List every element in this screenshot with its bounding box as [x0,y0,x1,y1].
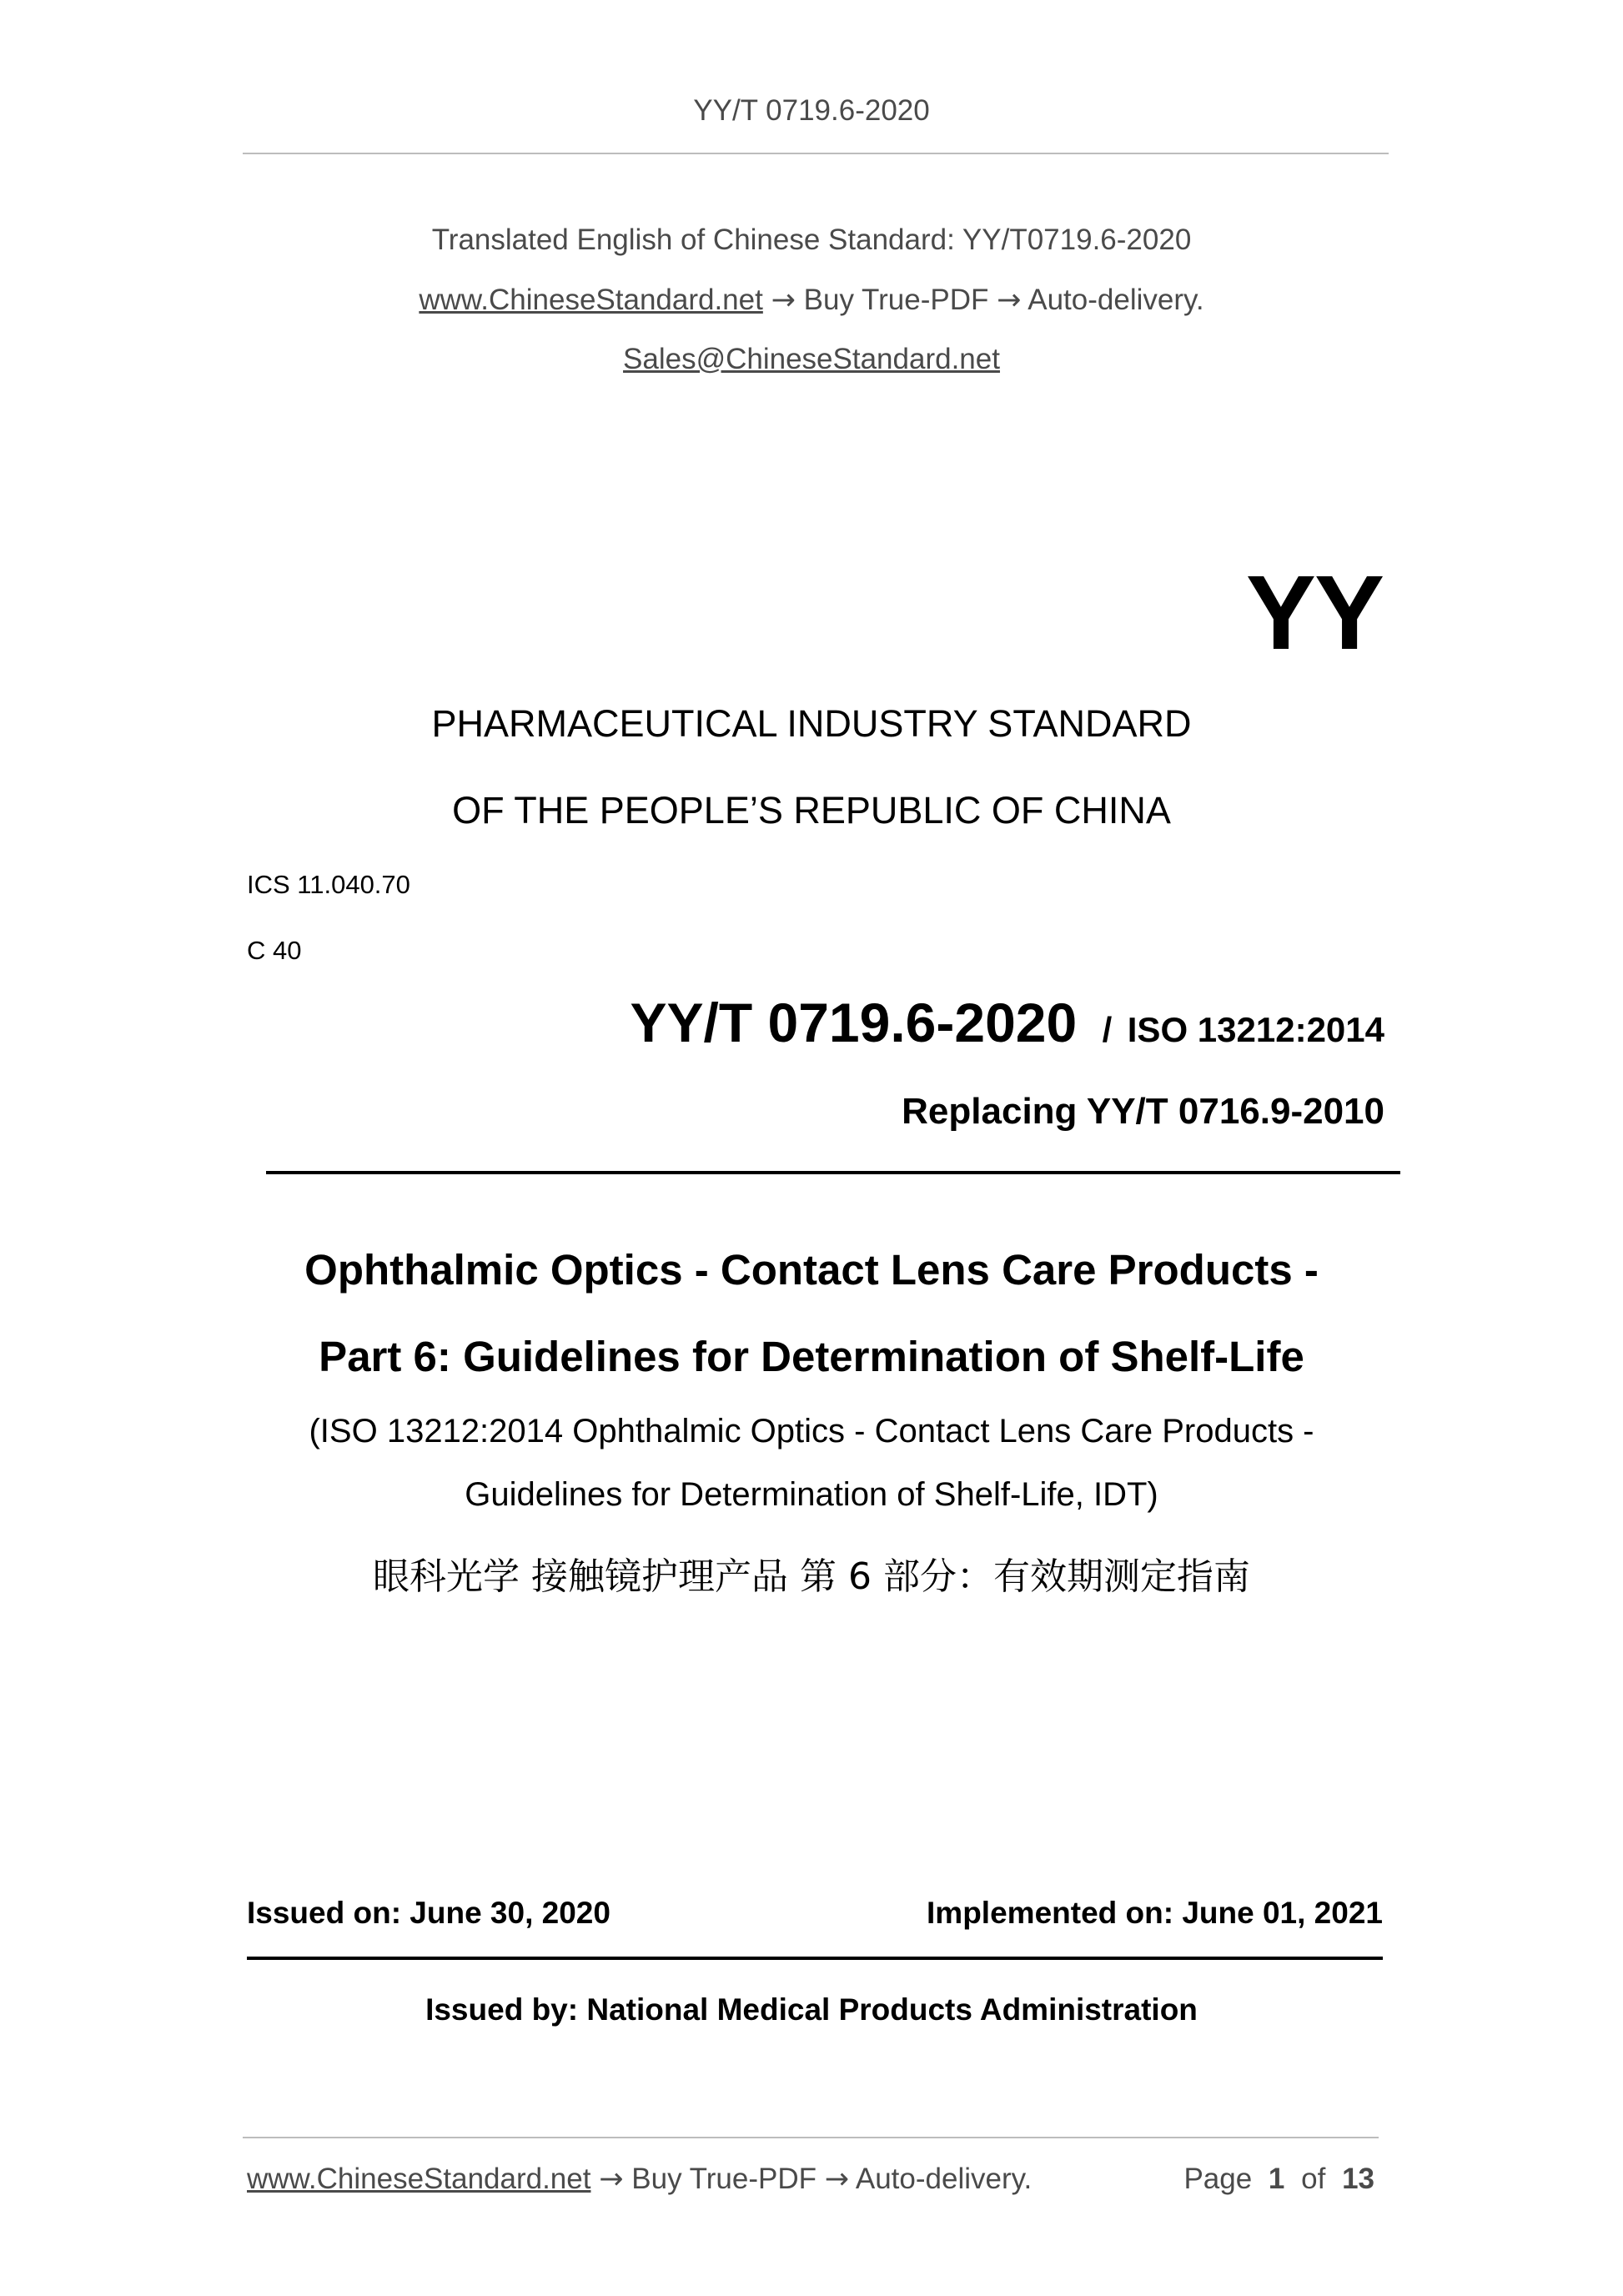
ccs-code: C 40 [247,936,302,965]
implemented-on: Implemented on: June 01, 2021 [927,1896,1383,1930]
buy-text: Buy True-PDF [803,284,989,316]
page-number: 1 [1268,2163,1285,2195]
arrow-right-icon: → [997,284,1022,317]
arrow-right-icon: → [771,284,796,317]
header-divider [243,153,1389,154]
page-total: 13 [1342,2163,1374,2195]
translated-line: Translated English of Chinese Standard: YY/T0719.6-2020 [431,224,1192,256]
arrow-right-icon: → [824,2163,850,2196]
purchase-line [0,284,1623,317]
issued-by: Issued by: National Medical Products Administration [425,1992,1198,2027]
footer-site-link[interactable]: www.ChineseStandard.net [247,2163,591,2195]
iso-reference-line2: Guidelines for Determination of Shelf-Life, IDT) [465,1476,1158,1513]
issue-divider [247,1957,1383,1960]
document-title-line1: Ophthalmic Optics - Contact Lens Care Products - [304,1246,1319,1294]
std-iso: ISO 13212:2014 [1127,1010,1384,1049]
standard-category-line1: PHARMACEUTICAL INDUSTRY STANDARD [431,702,1192,745]
of-label: of [1301,2163,1326,2195]
standard-logo: YY [1245,554,1383,671]
page-label: Page [1183,2163,1253,2195]
document-title-line2: Part 6: Guidelines for Determination of Shelf-Life [319,1333,1304,1380]
std-slash: / [1102,1010,1113,1049]
arrow-right-icon: → [599,2163,624,2196]
iso-reference-line1: (ISO 13212:2014 Ophthalmic Optics - Contact Lens Care Products - [309,1413,1314,1449]
title-divider [266,1171,1400,1174]
ics-code: ICS 11.040.70 [247,870,410,899]
footer-divider [243,2137,1379,2138]
footer-auto-delivery-text: Auto-delivery. [855,2163,1033,2195]
standard-category-line2: OF THE PEOPLE’S REPUBLIC OF CHINA [452,789,1171,831]
standard-number [630,991,1384,1054]
footer-purchase-line [247,2163,1032,2196]
email-link[interactable]: Sales@ChineseStandard.net [623,343,1000,375]
replacing-line: Replacing YY/T 0716.9-2010 [902,1091,1384,1132]
std-number: YY/T 0719.6-2020 [630,992,1078,1053]
chinese-title: 眼科光学 接触镜护理产品 第 6 部分：有效期测定指南 [373,1555,1250,1598]
email-line [0,343,1623,376]
running-header: YY/T 0719.6-2020 [693,94,930,127]
site-link[interactable]: www.ChineseStandard.net [419,284,763,316]
footer-buy-text: Buy True-PDF [631,2163,817,2195]
page-indicator [1183,2163,1374,2196]
issued-on: Issued on: June 30, 2020 [247,1896,611,1930]
auto-delivery-text: Auto-delivery. [1028,284,1204,316]
